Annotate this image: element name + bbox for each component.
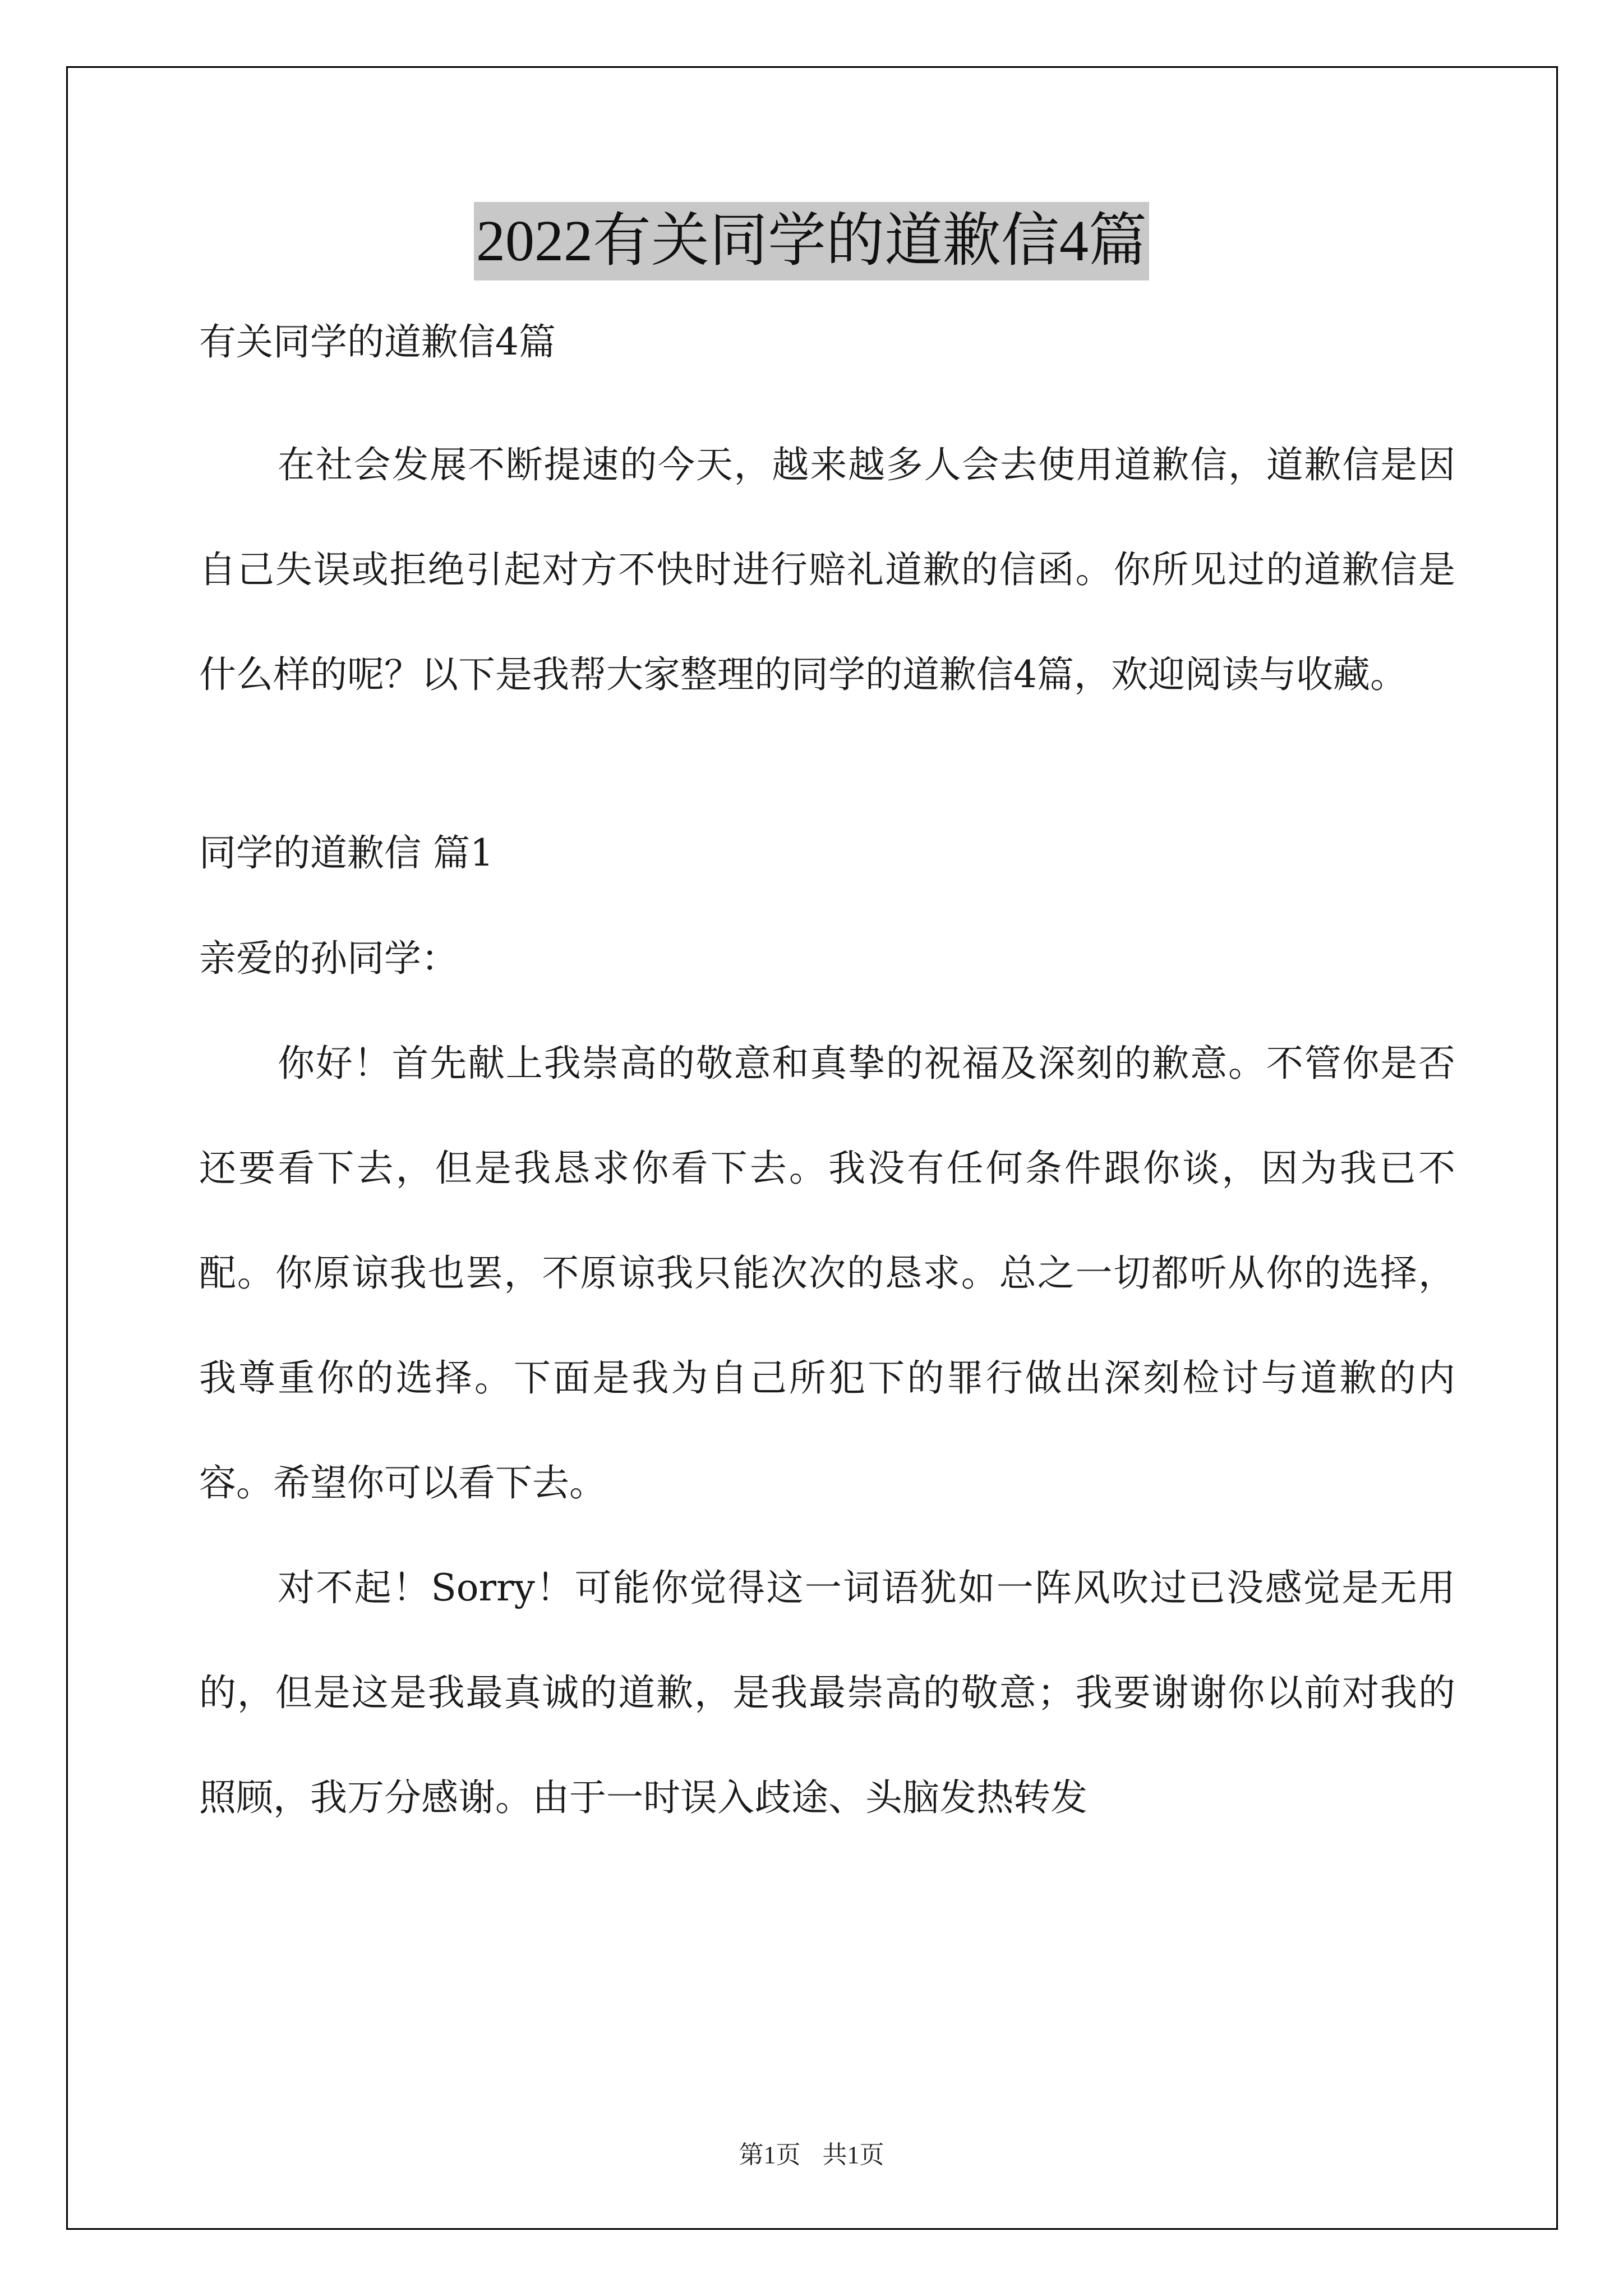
body-paragraph-1: 你好！首先献上我崇高的敬意和真挚的祝福及深刻的歉意。不管你是否还要看下去，但是我恳求你看下去。我没有任何条件跟你谈，因为我已不配。你原谅我也罢，不原谅我只能次次的恳求。总之一切都听从你的选择，我尊重你的选择。下面是我为自己所犯下的罪行做出深刻检讨与道歉的内容。希望你可以看下去。	[199, 1042, 1455, 1504]
page-number-total: 共1页	[822, 2141, 884, 2169]
document-subtitle: 有关同学的道歉信4篇	[199, 320, 556, 364]
intro-paragraph: 在社会发展不断提速的今天，越来越多人会去使用道歉信，道歉信是因自己失误或拒绝引起对方不快时进行赔礼道歉的信函。你所见过的道歉信是什么样的呢？以下是我帮大家整理的同学的道歉信4篇，欢迎阅读与收藏。	[199, 443, 1455, 696]
body-paragraph-2: 对不起！Sorry！可能你觉得这一词语犹如一阵风吹过已没感觉是无用的，但是这是我最真诚的道歉，是我最崇高的敬意；我要谢谢你以前对我的照顾，我万分感谢。由于一时误入歧途、头脑发热转发	[199, 1566, 1455, 1819]
page-footer	[0, 2134, 1623, 2170]
title-container	[0, 202, 1623, 280]
salutation: 亲爱的孙同学：	[199, 937, 458, 980]
document-body	[199, 314, 1455, 1850]
document-title: 2022有关同学的道歉信4篇	[474, 202, 1149, 280]
page-number-current: 第1页	[739, 2141, 801, 2169]
section-heading: 同学的道歉信 篇1	[199, 831, 494, 875]
